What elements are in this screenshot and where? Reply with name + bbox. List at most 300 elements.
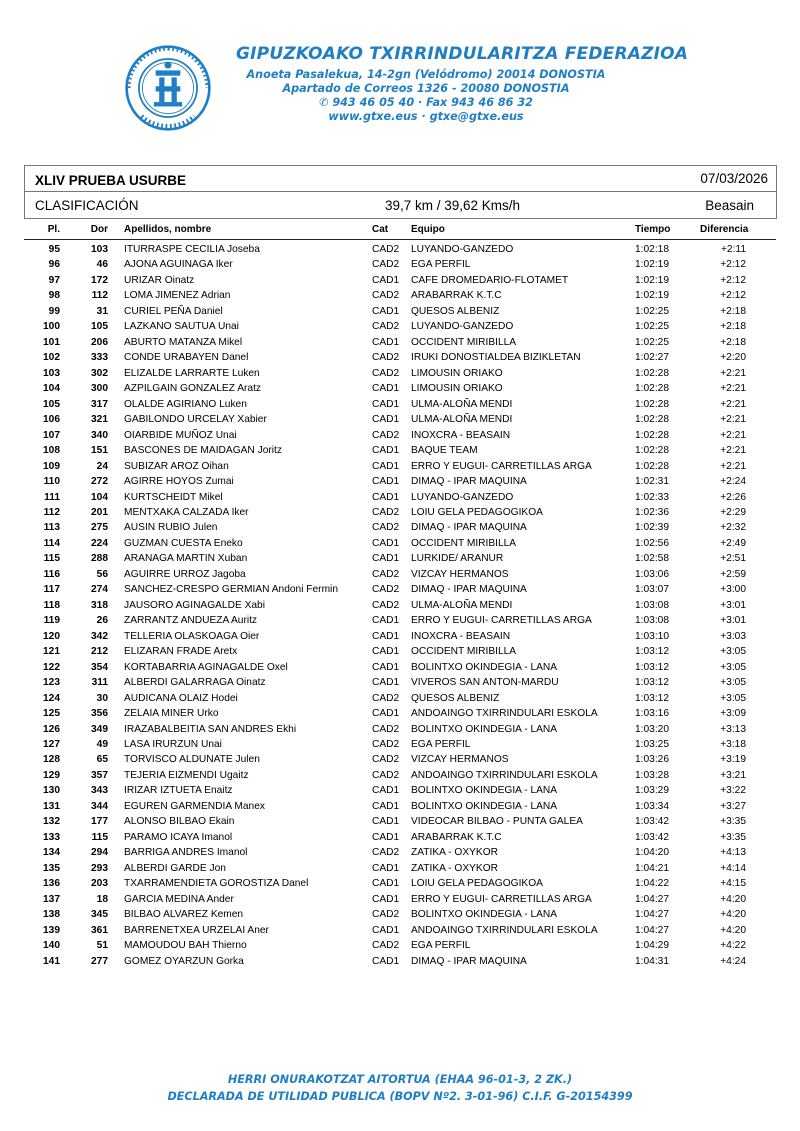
- cell-time: 1:02:25: [635, 305, 669, 317]
- race-info-box: [24, 165, 777, 219]
- cell-cat: CAD1: [372, 708, 400, 720]
- cell-cat: CAD1: [372, 646, 400, 658]
- cell-name: KURTSCHEIDT Mikel: [124, 491, 223, 503]
- cell-name: ELIZALDE LARRARTE Luken: [124, 367, 260, 379]
- results-table: [0, 243, 800, 970]
- cell-dor: 224: [91, 537, 108, 549]
- table-row: [0, 893, 800, 908]
- cell-dor: 275: [91, 522, 108, 534]
- cell-name: GOMEZ OYARZUN Gorka: [124, 955, 244, 967]
- col-header-pl: Pl.: [47, 224, 60, 235]
- cell-diff: +3:18: [720, 739, 746, 750]
- table-row: [0, 398, 800, 413]
- cell-team: OCCIDENT MIRIBILLA: [411, 336, 517, 348]
- cell-team: DIMAQ - IPAR MAQUINA: [411, 584, 527, 596]
- cell-diff: +3:35: [720, 816, 746, 828]
- cell-time: 1:03:28: [635, 769, 669, 781]
- cell-diff: +3:03: [720, 630, 746, 642]
- cell-name: AZPILGAIN GONZALEZ Aratz: [124, 383, 261, 395]
- cell-team: IRUKI DONOSTIALDEA BIZIKLETAN: [411, 352, 581, 364]
- table-row: [0, 630, 800, 645]
- cell-dor: 201: [91, 506, 108, 518]
- table-row: [0, 258, 800, 273]
- col-header-team: Equipo: [411, 224, 445, 235]
- cell-dor: 354: [91, 661, 108, 673]
- cell-time: 1:03:12: [635, 677, 669, 689]
- cell-pl: 116: [43, 568, 60, 580]
- cell-pl: 110: [43, 476, 60, 488]
- table-row: [0, 552, 800, 567]
- cell-pl: 113: [43, 522, 60, 534]
- cell-name: EGUREN GARMENDIA Manex: [124, 800, 265, 812]
- cell-pl: 134: [43, 847, 60, 859]
- cell-cat: CAD2: [372, 259, 400, 271]
- cell-time: 1:02:28: [635, 460, 669, 472]
- cell-pl: 96: [48, 259, 60, 271]
- cell-diff: +2:21: [720, 367, 746, 379]
- cell-team: DIMAQ - IPAR MAQUINA: [411, 955, 527, 967]
- cell-team: ULMA-ALOÑA MENDI: [411, 599, 513, 611]
- cell-time: 1:03:42: [635, 831, 669, 843]
- cell-name: LAZKANO SAUTUA Unai: [124, 321, 239, 333]
- cell-diff: +2:26: [720, 491, 746, 503]
- cell-pl: 100: [43, 321, 60, 333]
- cell-diff: +3:35: [720, 831, 746, 843]
- cell-diff: +2:21: [720, 383, 746, 395]
- cell-time: 1:02:19: [635, 259, 669, 271]
- cell-cat: CAD1: [372, 677, 400, 689]
- cell-cat: CAD2: [372, 909, 400, 921]
- table-row: [0, 336, 800, 351]
- cell-pl: 139: [43, 924, 60, 936]
- cell-diff: +4:20: [720, 909, 746, 921]
- cell-diff: +2:12: [720, 274, 746, 286]
- cell-team: LUYANDO-GANZEDO: [411, 244, 514, 255]
- cell-cat: CAD1: [372, 460, 400, 472]
- cell-dor: 151: [91, 445, 108, 457]
- cell-dor: 321: [91, 414, 108, 426]
- cell-team: LUYANDO-GANZEDO: [411, 491, 514, 503]
- cell-team: OCCIDENT MIRIBILLA: [411, 537, 517, 549]
- cell-time: 1:02:28: [635, 414, 669, 426]
- cell-diff: +2:49: [720, 537, 746, 549]
- cell-team: QUESOS ALBENIZ: [411, 305, 500, 317]
- cell-dor: 318: [91, 599, 108, 611]
- cell-time: 1:03:10: [635, 630, 669, 642]
- cell-cat: CAD2: [372, 754, 400, 766]
- cell-name: GARCIA MEDINA Ander: [124, 893, 234, 905]
- footer-line-2: DECLARADA DE UTILIDAD PUBLICA (BOPV Nº2. 3-01-96) C.I.F. G-20154399: [167, 1090, 633, 1103]
- cell-team: ZATIKA - OXYKOR: [411, 847, 498, 859]
- col-header-diff: Diferencia: [700, 224, 749, 235]
- table-row: [0, 723, 800, 738]
- cell-pl: 105: [43, 398, 60, 410]
- cell-name: TELLERIA OLASKOAGA Oier: [124, 630, 260, 642]
- cell-dor: 277: [91, 955, 108, 967]
- cell-team: ARABARRAK K.T.C: [411, 290, 502, 302]
- cell-dor: 212: [91, 646, 108, 658]
- cell-name: ITURRASPE CECILIA Joseba: [124, 244, 260, 255]
- cell-diff: +2:12: [720, 290, 746, 302]
- cell-name: ZARRANTZ ANDUEZA Auritz: [124, 615, 258, 627]
- cell-dor: 293: [91, 862, 108, 874]
- cell-name: TORVISCO ALDUNATE Julen: [124, 754, 260, 766]
- cell-time: 1:03:12: [635, 661, 669, 673]
- cell-pl: 117: [43, 584, 60, 596]
- cell-diff: +3:01: [720, 615, 746, 627]
- cell-dor: 344: [91, 800, 108, 812]
- cell-time: 1:02:28: [635, 367, 669, 379]
- cell-time: 1:02:56: [635, 537, 669, 549]
- cell-cat: CAD1: [372, 893, 400, 905]
- cell-diff: +2:18: [720, 321, 746, 333]
- cell-dor: 356: [91, 708, 108, 720]
- cell-cat: CAD1: [372, 862, 400, 874]
- race-date: 07/03/2026: [700, 171, 768, 186]
- cell-cat: CAD1: [372, 336, 400, 348]
- federation-seal-icon: [124, 44, 212, 132]
- cell-cat: CAD1: [372, 878, 400, 890]
- footer-line-1: HERRI ONURAKOTZAT AITORTUA (EHAA 96-01-3, 2 ZK.): [227, 1073, 573, 1086]
- cell-pl: 98: [48, 290, 60, 302]
- table-row: [0, 661, 800, 676]
- cell-name: BASCONES DE MAIDAGAN Joritz: [124, 445, 282, 457]
- table-row: [0, 800, 800, 815]
- cell-time: 1:03:12: [635, 646, 669, 658]
- race-title: XLIV PRUEBA USURBE: [35, 173, 187, 188]
- cell-name: KORTABARRIA AGINAGALDE Oxel: [124, 661, 288, 673]
- cell-time: 1:04:31: [635, 955, 669, 967]
- cell-dor: 31: [96, 305, 108, 317]
- cell-dor: 203: [91, 878, 108, 890]
- cell-pl: 118: [43, 599, 60, 611]
- cell-cat: CAD1: [372, 800, 400, 812]
- cell-team: OCCIDENT MIRIBILLA: [411, 646, 517, 658]
- cell-dor: 357: [91, 769, 108, 781]
- cell-diff: +2:11: [720, 244, 746, 255]
- cell-team: ANDOAINGO TXIRRINDULARI ESKOLA: [411, 769, 598, 781]
- cell-pl: 107: [43, 429, 60, 441]
- cell-dor: 105: [91, 321, 108, 333]
- cell-cat: CAD2: [372, 692, 400, 704]
- cell-diff: +3:19: [720, 754, 746, 766]
- cell-name: ALONSO BILBAO Ekain: [124, 816, 235, 828]
- cell-dor: 104: [91, 491, 108, 503]
- cell-name: URIZAR Oinatz: [124, 274, 195, 286]
- cell-dor: 24: [96, 460, 108, 472]
- cell-pl: 109: [43, 460, 60, 472]
- cell-diff: +4:14: [720, 862, 746, 874]
- cell-diff: +3:05: [720, 661, 746, 673]
- cell-pl: 123: [43, 677, 60, 689]
- race-location: Beasain: [705, 198, 754, 213]
- cell-dor: 294: [91, 847, 108, 859]
- cell-cat: CAD1: [372, 476, 400, 488]
- cell-time: 1:02:58: [635, 553, 669, 565]
- cell-time: 1:03:12: [635, 692, 669, 704]
- cell-team: ERRO Y EUGUI- CARRETILLAS ARGA: [411, 893, 592, 905]
- cell-pl: 115: [43, 553, 60, 565]
- cell-name: CURIEL PEÑA Daniel: [124, 305, 223, 317]
- cell-team: CAFE DROMEDARIO-FLOTAMET: [411, 274, 569, 286]
- cell-cat: CAD1: [372, 924, 400, 936]
- table-row: [0, 429, 800, 444]
- federation-name: GIPUZKOAKO TXIRRINDULARITZA FEDERAZIOA: [236, 44, 689, 64]
- cell-cat: CAD2: [372, 522, 400, 534]
- table-row: [0, 599, 800, 614]
- table-row: [0, 382, 800, 397]
- cell-time: 1:02:31: [635, 476, 669, 488]
- cell-diff: +2:20: [720, 352, 746, 364]
- cell-team: ULMA-ALOÑA MENDI: [411, 414, 513, 426]
- cell-team: INOXCRA - BEASAIN: [411, 630, 511, 642]
- cell-pl: 122: [43, 661, 60, 673]
- cell-diff: +3:21: [720, 769, 746, 781]
- cell-name: AUSIN RUBIO Julen: [124, 522, 218, 534]
- cell-pl: 95: [48, 244, 60, 255]
- cell-time: 1:02:18: [635, 244, 669, 255]
- cell-cat: CAD1: [372, 615, 400, 627]
- cell-dor: 311: [91, 677, 108, 689]
- cell-diff: +2:21: [720, 414, 746, 426]
- cell-team: ERRO Y EUGUI- CARRETILLAS ARGA: [411, 615, 592, 627]
- cell-name: AJONA AGUINAGA Iker: [124, 259, 233, 271]
- cell-team: LURKIDE/ ARANUR: [411, 553, 504, 565]
- cell-pl: 130: [43, 785, 60, 797]
- cell-diff: +4:13: [720, 847, 746, 859]
- cell-cat: CAD2: [372, 352, 400, 364]
- cell-pl: 97: [48, 274, 60, 286]
- cell-pl: 127: [43, 739, 60, 750]
- cell-name: GABILONDO URCELAY Xabier: [124, 414, 267, 426]
- cell-name: MAMOUDOU BAH Thierno: [124, 940, 247, 952]
- cell-name: OLALDE AGIRIANO Luken: [124, 398, 247, 410]
- cell-diff: +3:09: [720, 708, 746, 720]
- cell-pl: 137: [43, 893, 60, 905]
- header-rule: [24, 239, 776, 240]
- cell-cat: CAD2: [372, 584, 400, 596]
- cell-cat: CAD1: [372, 398, 400, 410]
- cell-team: BOLINTXO OKINDEGIA - LANA: [411, 785, 558, 797]
- cell-dor: 18: [96, 893, 108, 905]
- cell-time: 1:02:25: [635, 321, 669, 333]
- cell-diff: +3:00: [720, 584, 746, 596]
- cell-team: EGA PERFIL: [411, 940, 471, 952]
- cell-time: 1:02:36: [635, 506, 669, 518]
- cell-team: VIZCAY HERMANOS: [411, 568, 509, 580]
- footer: [0, 1073, 800, 1107]
- cell-name: ZELAIA MINER Urko: [124, 708, 219, 720]
- cell-diff: +4:24: [720, 955, 746, 967]
- postal-box-line: Apartado de Correos 1326 - 20080 DONOSTIA: [282, 82, 570, 95]
- cell-cat: CAD2: [372, 739, 400, 750]
- cell-diff: +2:18: [720, 305, 746, 317]
- table-row: [0, 939, 800, 954]
- cell-dor: 56: [96, 568, 108, 580]
- cell-name: TXARRAMENDIETA GOROSTIZA Danel: [124, 878, 309, 890]
- table-row: [0, 367, 800, 382]
- cell-cat: CAD2: [372, 429, 400, 441]
- table-row: [0, 274, 800, 289]
- cell-diff: +3:05: [720, 646, 746, 658]
- cell-team: DIMAQ - IPAR MAQUINA: [411, 522, 527, 534]
- cell-time: 1:03:42: [635, 816, 669, 828]
- cell-cat: CAD1: [372, 785, 400, 797]
- cell-cat: CAD1: [372, 414, 400, 426]
- cell-diff: +3:22: [720, 785, 746, 797]
- cell-name: ABURTO MATANZA Mikel: [124, 336, 243, 348]
- cell-cat: CAD2: [372, 506, 400, 518]
- cell-name: AUDICANA OLAIZ Hodei: [124, 692, 238, 704]
- cell-dor: 177: [91, 816, 108, 828]
- classification-label: CLASIFICACIÓN: [35, 198, 139, 213]
- cell-dor: 115: [91, 831, 108, 843]
- cell-cat: CAD1: [372, 831, 400, 843]
- cell-team: VIDEOCAR BILBAO - PUNTA GALEA: [411, 816, 583, 828]
- cell-pl: 124: [43, 692, 60, 704]
- cell-time: 1:04:27: [635, 909, 669, 921]
- cell-team: BAQUE TEAM: [411, 445, 478, 457]
- cell-pl: 129: [43, 769, 60, 781]
- cell-team: BOLINTXO OKINDEGIA - LANA: [411, 661, 558, 673]
- cell-diff: +2:32: [720, 522, 746, 534]
- cell-time: 1:03:08: [635, 615, 669, 627]
- table-row: [0, 506, 800, 521]
- table-row: [0, 955, 800, 970]
- cell-diff: +4:20: [720, 893, 746, 905]
- table-row: [0, 676, 800, 691]
- cell-dor: 272: [91, 476, 108, 488]
- cell-name: ELIZARAN FRADE Aretx: [124, 646, 238, 658]
- cell-time: 1:03:06: [635, 568, 669, 580]
- cell-diff: +3:27: [720, 800, 746, 812]
- cell-cat: CAD1: [372, 305, 400, 317]
- table-row: [0, 707, 800, 722]
- cell-diff: +4:20: [720, 924, 746, 936]
- cell-cat: CAD2: [372, 723, 400, 735]
- cell-pl: 125: [43, 708, 60, 720]
- cell-time: 1:03:20: [635, 723, 669, 735]
- cell-name: LASA IRURZUN Unai: [124, 739, 222, 750]
- cell-time: 1:03:34: [635, 800, 669, 812]
- cell-name: TEJERIA EIZMENDI Ugaitz: [124, 769, 249, 781]
- cell-name: BARRIGA ANDRES Imanol: [124, 847, 248, 859]
- cell-time: 1:04:29: [635, 940, 669, 952]
- cell-pl: 138: [43, 909, 60, 921]
- col-header-time: Tiempo: [635, 224, 671, 235]
- cell-team: ZATIKA - OXYKOR: [411, 862, 498, 874]
- cell-dor: 361: [91, 924, 108, 936]
- cell-cat: CAD1: [372, 445, 400, 457]
- cell-pl: 103: [43, 367, 60, 379]
- cell-team: VIVEROS SAN ANTON-MARDU: [411, 677, 559, 689]
- table-row: [0, 413, 800, 428]
- cell-cat: CAD2: [372, 568, 400, 580]
- cell-dor: 51: [96, 940, 108, 952]
- cell-cat: CAD2: [372, 367, 400, 379]
- cell-time: 1:03:07: [635, 584, 669, 596]
- cell-diff: +3:13: [720, 723, 746, 735]
- cell-team: BOLINTXO OKINDEGIA - LANA: [411, 800, 558, 812]
- cell-cat: CAD1: [372, 816, 400, 828]
- cell-diff: +4:15: [720, 878, 746, 890]
- cell-team: LIMOUSIN ORIAKO: [411, 383, 503, 395]
- table-row: [0, 784, 800, 799]
- cell-cat: CAD1: [372, 491, 400, 503]
- cell-team: DIMAQ - IPAR MAQUINA: [411, 476, 527, 488]
- cell-time: 1:02:28: [635, 383, 669, 395]
- cell-pl: 120: [43, 630, 60, 642]
- cell-time: 1:03:25: [635, 739, 669, 750]
- cell-pl: 106: [43, 414, 60, 426]
- cell-time: 1:02:19: [635, 274, 669, 286]
- cell-team: INOXCRA - BEASAIN: [411, 429, 511, 441]
- cell-diff: +2:21: [720, 429, 746, 441]
- cell-diff: +3:05: [720, 677, 746, 689]
- table-row: [0, 305, 800, 320]
- table-row: [0, 475, 800, 490]
- cell-diff: +2:12: [720, 259, 746, 271]
- cell-dor: 46: [96, 259, 108, 271]
- cell-time: 1:03:16: [635, 708, 669, 720]
- cell-pl: 133: [43, 831, 60, 843]
- cell-cat: CAD1: [372, 537, 400, 549]
- table-row: [0, 243, 800, 258]
- cell-name: JAUSORO AGINAGALDE Xabi: [124, 599, 265, 611]
- cell-time: 1:04:27: [635, 924, 669, 936]
- cell-pl: 108: [43, 445, 60, 457]
- cell-cat: CAD2: [372, 599, 400, 611]
- cell-time: 1:02:25: [635, 336, 669, 348]
- cell-pl: 104: [43, 383, 60, 395]
- cell-team: LOIU GELA PEDAGOGIKOA: [411, 878, 543, 890]
- box-divider: [25, 191, 776, 192]
- cell-time: 1:02:19: [635, 290, 669, 302]
- table-row: [0, 753, 800, 768]
- table-row: [0, 289, 800, 304]
- cell-name: BILBAO ALVAREZ Kemen: [124, 909, 244, 921]
- cell-cat: CAD2: [372, 244, 400, 255]
- cell-team: LOIU GELA PEDAGOGIKOA: [411, 506, 543, 518]
- cell-diff: +2:24: [720, 476, 746, 488]
- cell-cat: CAD1: [372, 661, 400, 673]
- table-header: [0, 224, 800, 238]
- cell-pl: 141: [43, 955, 60, 967]
- cell-name: ALBERDI GALARRAGA Oinatz: [124, 677, 266, 689]
- cell-dor: 172: [91, 274, 108, 286]
- table-row: [0, 351, 800, 366]
- address-line: Anoeta Pasalekua, 14-2gn (Velódromo) 20014 DONOSTIA: [246, 68, 606, 81]
- cell-pl: 132: [43, 816, 60, 828]
- cell-name: PARAMO ICAYA Imanol: [124, 831, 233, 843]
- cell-cat: CAD2: [372, 321, 400, 333]
- cell-diff: +3:05: [720, 692, 746, 704]
- cell-dor: 317: [91, 398, 108, 410]
- cell-pl: 121: [43, 646, 60, 658]
- cell-time: 1:03:26: [635, 754, 669, 766]
- cell-team: BOLINTXO OKINDEGIA - LANA: [411, 723, 558, 735]
- cell-team: BOLINTXO OKINDEGIA - LANA: [411, 909, 558, 921]
- distance-speed: 39,7 km / 39,62 Kms/h: [385, 198, 521, 213]
- cell-team: ULMA-ALOÑA MENDI: [411, 398, 513, 410]
- cell-name: AGIRRE HOYOS Zumai: [124, 476, 234, 488]
- table-row: [0, 908, 800, 923]
- table-row: [0, 645, 800, 660]
- cell-pl: 135: [43, 862, 60, 874]
- cell-name: LOMA JIMENEZ Adrian: [124, 290, 231, 302]
- cell-time: 1:02:27: [635, 352, 669, 364]
- table-row: [0, 769, 800, 784]
